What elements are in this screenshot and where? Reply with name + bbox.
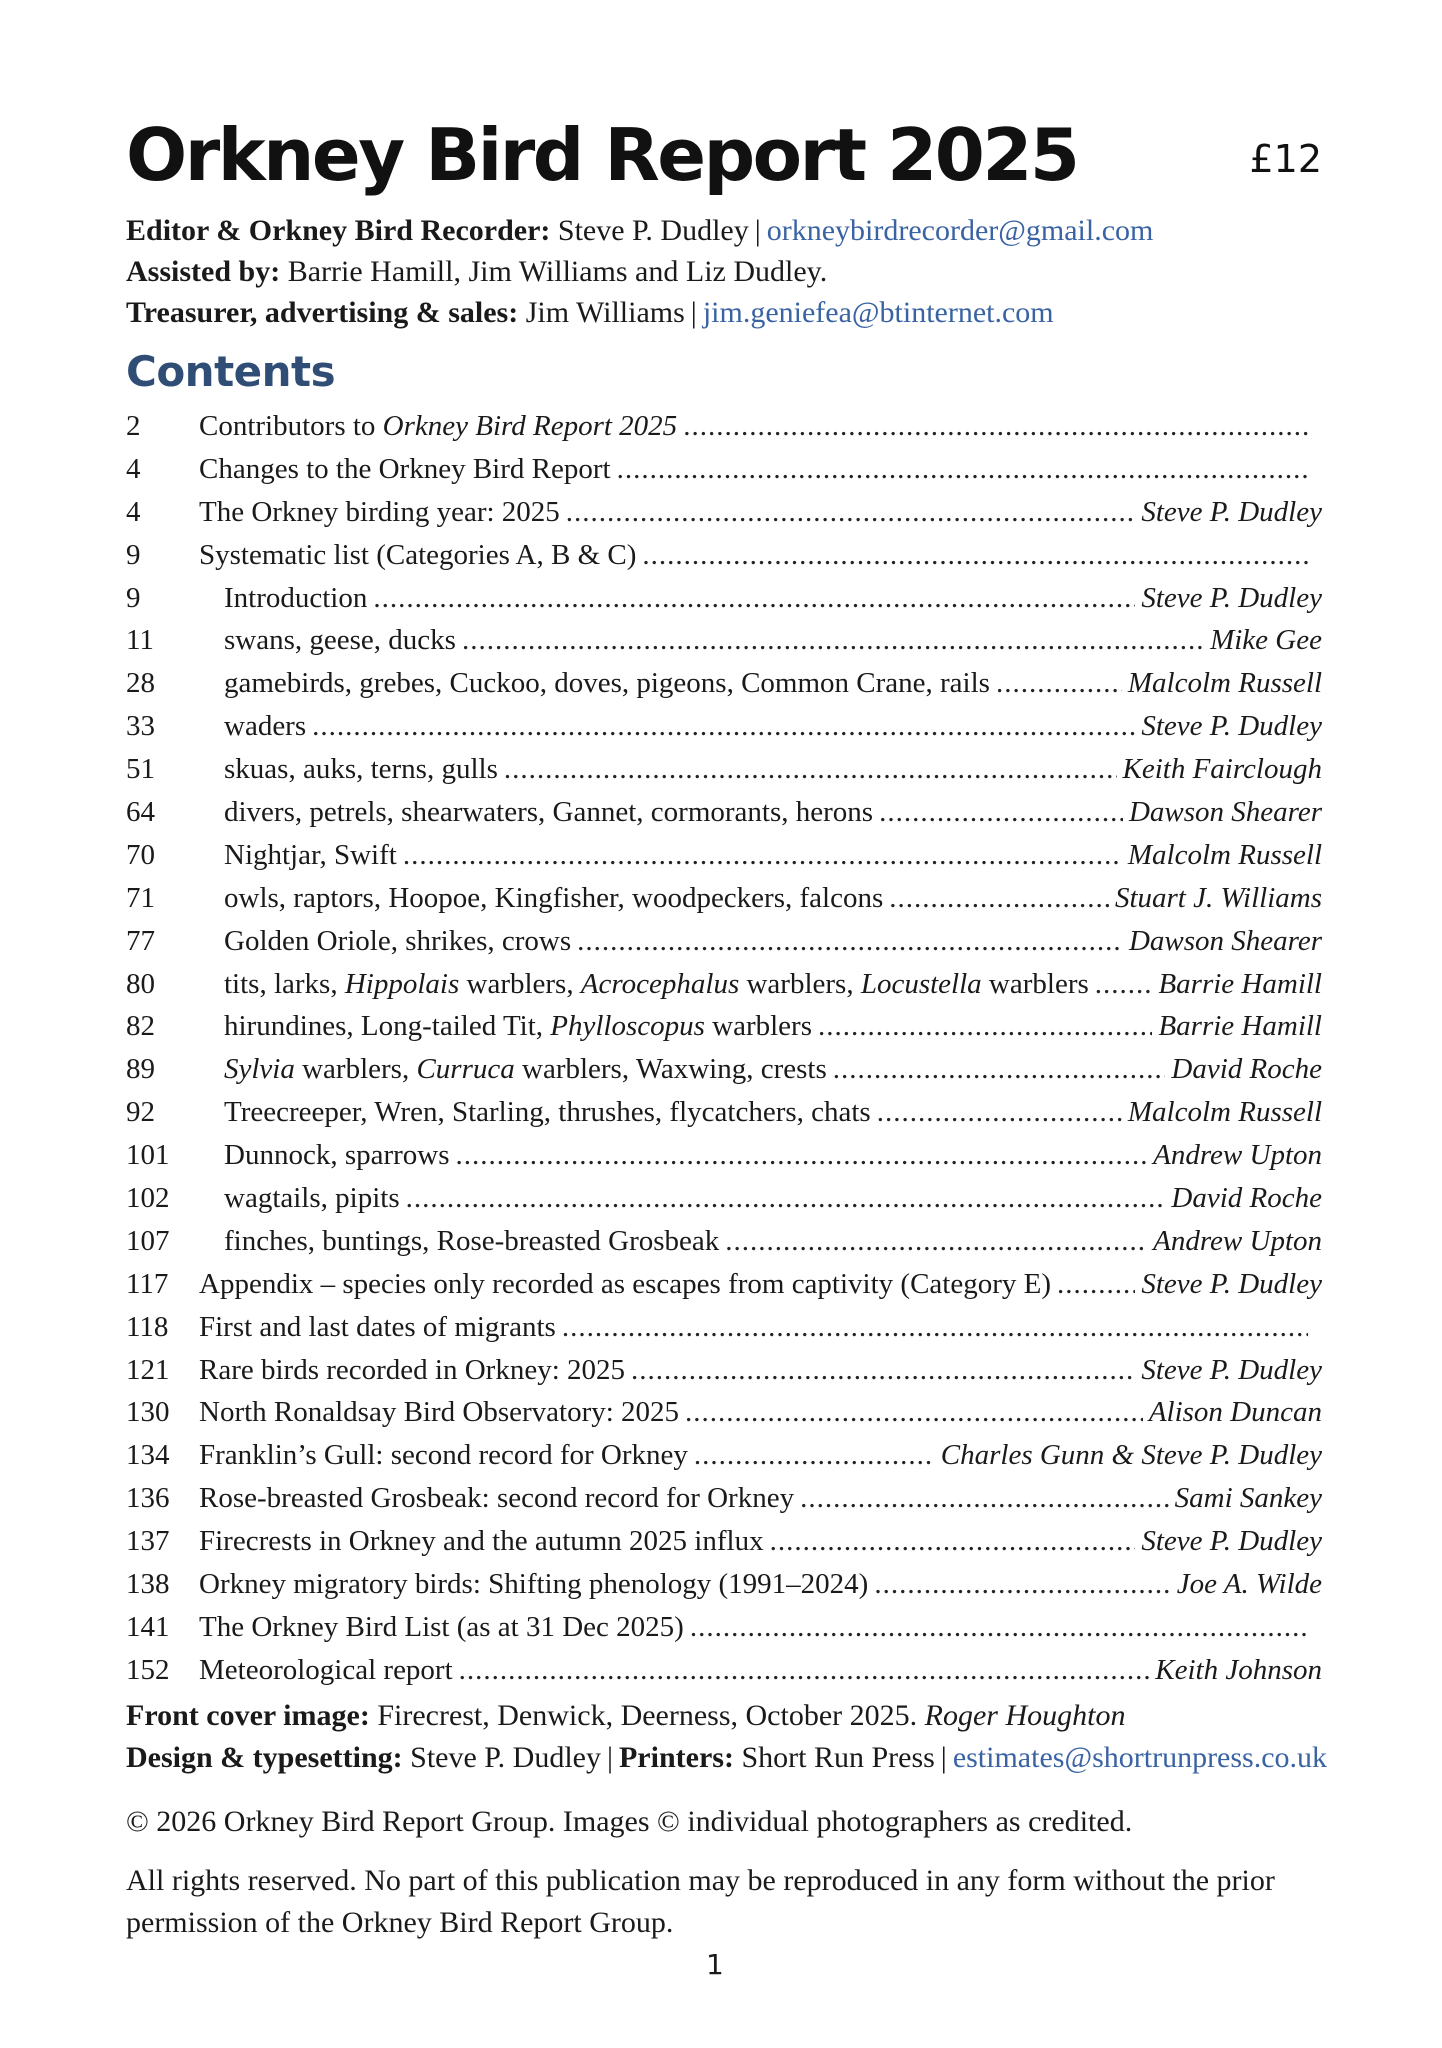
toc-author: Malcolm Russell [1127, 1096, 1322, 1129]
toc-author: Malcolm Russell [1127, 667, 1322, 700]
toc-entry[interactable] [126, 1477, 1322, 1520]
printers-email-link[interactable]: estimates@shortrunpress.co.uk [952, 1741, 1328, 1774]
toc-title-text: gamebirds, grebes, Cuckoo, doves, pigeons, Common Crane, rails [224, 667, 990, 700]
toc-entry[interactable] [126, 705, 1322, 748]
toc-line [224, 834, 1322, 877]
toc-page-number: 4 [126, 495, 141, 528]
toc-entry[interactable] [126, 920, 1322, 963]
editor-name: Steve P. Dudley [557, 214, 749, 247]
toc-page-number: 80 [126, 967, 155, 1000]
toc-leader-dots [373, 577, 1135, 620]
toc-title-text: Changes to the Orkney Bird Report [199, 452, 611, 485]
toc-line [224, 748, 1322, 791]
toc-page-number: 101 [126, 1139, 170, 1172]
toc-title [224, 748, 498, 791]
toc-title-text: swans, geese, ducks [224, 624, 456, 657]
toc-leader-dots [996, 662, 1122, 705]
toc-title [199, 1477, 794, 1520]
toc-title-italic: Hippolais [344, 967, 460, 1000]
treasurer-line [126, 292, 1322, 333]
contents-heading: Contents [126, 347, 336, 396]
toc-page-number: 134 [126, 1439, 170, 1472]
toc-line [199, 1306, 1314, 1349]
toc-page-number: 137 [126, 1525, 170, 1558]
toc-author: Stuart J. Williams [1114, 881, 1322, 914]
toc-title [199, 534, 636, 577]
toc-leader-dots [631, 1349, 1135, 1392]
contents-list [126, 405, 1322, 1692]
toc-title [199, 1391, 679, 1434]
assisted-label: Assisted by: [126, 255, 281, 288]
toc-entry[interactable] [126, 748, 1322, 791]
toc-line [224, 1220, 1322, 1263]
toc-title-text: The Orkney Bird List (as at 31 Dec 2025) [199, 1610, 684, 1643]
toc-entry[interactable] [126, 662, 1322, 705]
toc-page-number: 89 [126, 1053, 155, 1086]
toc-leader-dots [725, 1220, 1147, 1263]
copyright-notice: © 2026 Orkney Bird Report Group. Images © individual photographers as credited. [126, 1805, 1133, 1838]
toc-line [199, 1391, 1322, 1434]
toc-title-italic: Locustella [860, 967, 982, 1000]
toc-page-number: 136 [126, 1482, 170, 1515]
toc-title-text: Appendix – species only recorded as escapes from captivity (Category E) [199, 1267, 1051, 1300]
toc-title-text: warblers, [459, 967, 581, 1000]
toc-title-text: divers, petrels, shearwaters, Gannet, cormorants, herons [224, 796, 874, 829]
toc-leader-dots [690, 1606, 1308, 1649]
toc-leader-dots [770, 1520, 1136, 1563]
toc-title [199, 1563, 868, 1606]
treasurer-label: Treasurer, advertising & sales: [126, 296, 519, 329]
separator: | [940, 1741, 947, 1774]
toc-leader-dots [456, 1134, 1148, 1177]
toc-line [224, 662, 1322, 705]
toc-author: Joe A. Wilde [1176, 1568, 1322, 1601]
toc-entry[interactable] [126, 877, 1322, 920]
toc-page-number: 102 [126, 1182, 170, 1215]
toc-title-text: North Ronaldsay Bird Observatory: 2025 [199, 1396, 680, 1429]
toc-title [224, 1091, 871, 1134]
separator: | [754, 214, 761, 247]
toc-page-number: 9 [126, 538, 141, 571]
toc-title-text: Dunnock, sparrows [224, 1139, 450, 1172]
toc-title-text: Firecrests in Orkney and the autumn 2025 influx [199, 1525, 764, 1558]
toc-line [224, 1005, 1322, 1048]
toc-entry[interactable] [126, 1005, 1322, 1048]
printers-label: Printers: [618, 1741, 734, 1774]
toc-author: Andrew Upton [1153, 1224, 1322, 1257]
toc-title [224, 577, 367, 620]
toc-line [199, 448, 1314, 491]
assisted-line [126, 251, 1322, 292]
separator: | [606, 1741, 613, 1774]
toc-leader-dots [833, 1048, 1166, 1091]
toc-title-text: Franklin’s Gull: second record for Orkney [199, 1439, 688, 1472]
cover-label: Front cover image: [126, 1699, 370, 1732]
toc-page-number: 118 [126, 1310, 169, 1343]
toc-line [224, 791, 1322, 834]
toc-entry[interactable] [126, 405, 1322, 448]
report-title: Orkney Bird Report 2025 [126, 113, 1078, 197]
toc-page-number: 130 [126, 1396, 170, 1429]
price: £12 [1249, 137, 1322, 181]
toc-page-number: 51 [126, 753, 155, 786]
toc-author: Barrie Hamill [1158, 967, 1322, 1000]
toc-line [224, 963, 1322, 1006]
toc-title [224, 877, 883, 920]
editor-label: Editor & Orkney Bird Recorder: [126, 214, 551, 247]
toc-author: Steve P. Dudley [1141, 581, 1322, 614]
toc-author: Barrie Hamill [1158, 1010, 1322, 1043]
toc-title [199, 448, 611, 491]
toc-page-number: 9 [126, 581, 141, 614]
toc-title [224, 662, 990, 705]
toc-title-text: Treecreeper, Wren, Starling, thrushes, flycatchers, chats [224, 1096, 871, 1129]
toc-title-italic: Phylloscopus [550, 1010, 705, 1043]
toc-title-italic: Sylvia [224, 1053, 295, 1086]
toc-entry[interactable] [126, 491, 1322, 534]
toc-title [199, 1263, 1051, 1306]
toc-line [224, 1091, 1322, 1134]
toc-title [199, 1349, 625, 1392]
toc-title [224, 705, 306, 748]
toc-author: David Roche [1171, 1182, 1322, 1215]
toc-entry[interactable] [126, 1434, 1322, 1477]
treasurer-email-link[interactable]: jim.geniefea@btinternet.com [702, 296, 1054, 329]
design-name: Steve P. Dudley [410, 1741, 601, 1774]
toc-line [224, 705, 1322, 748]
toc-leader-dots [874, 1563, 1170, 1606]
toc-line [199, 1263, 1322, 1306]
toc-page-number: 11 [126, 624, 154, 657]
toc-entry[interactable] [126, 577, 1322, 620]
cover-text: Firecrest, Denwick, Deerness, October 2025. [377, 1699, 918, 1732]
toc-author: Steve P. Dudley [1141, 1525, 1322, 1558]
treasurer-name: Jim Williams [525, 296, 685, 329]
toc-title-text: warblers, [294, 1053, 417, 1086]
toc-entry[interactable] [126, 1048, 1322, 1091]
toc-entry[interactable] [126, 1306, 1322, 1349]
toc-title [199, 1606, 684, 1649]
toc-leader-dots [889, 877, 1109, 920]
toc-title-text: waders [224, 710, 307, 743]
toc-entry[interactable] [126, 1263, 1322, 1306]
toc-leader-dots [1095, 963, 1153, 1006]
assisted-names: Barrie Hamill, Jim Williams and Liz Dudley. [287, 255, 828, 288]
toc-title-text: owls, raptors, Hoopoe, Kingfisher, woodpeckers, falcons [224, 881, 884, 914]
toc-author: Mike Gee [1210, 624, 1322, 657]
toc-title-text: Golden Oriole, shrikes, crows [224, 924, 572, 957]
toc-entry[interactable] [126, 834, 1322, 877]
toc-page-number: 28 [126, 667, 155, 700]
toc-entry[interactable] [126, 1520, 1322, 1563]
toc-page-number: 82 [126, 1010, 155, 1043]
toc-title-text: Nightjar, Swift [224, 838, 397, 871]
toc-entry[interactable] [126, 534, 1322, 577]
toc-author: Sami Sankey [1174, 1482, 1322, 1515]
toc-leader-dots [642, 534, 1308, 577]
toc-leader-dots [685, 1391, 1143, 1434]
toc-title-text: Meteorological report [199, 1653, 453, 1686]
toc-author: Dawson Shearer [1128, 924, 1322, 957]
toc-line [199, 1520, 1322, 1563]
toc-title [199, 405, 677, 448]
toc-line [224, 577, 1322, 620]
toc-page-number: 117 [126, 1267, 169, 1300]
separator: | [690, 296, 697, 329]
toc-line [224, 877, 1322, 920]
toc-line [199, 1434, 1322, 1477]
toc-title-italic: Curruca [416, 1053, 515, 1086]
toc-leader-dots [403, 834, 1122, 877]
toc-leader-dots [504, 748, 1117, 791]
toc-line [199, 491, 1322, 534]
toc-title-text: finches, buntings, Rose-breasted Grosbeak [224, 1224, 720, 1257]
toc-title [224, 1048, 827, 1091]
toc-title-text: skuas, auks, terns, gulls [224, 753, 498, 786]
toc-leader-dots [617, 448, 1308, 491]
toc-title-text: warblers, [739, 967, 861, 1000]
toc-page-number: 4 [126, 452, 141, 485]
toc-title-text: warblers [704, 1010, 812, 1043]
toc-leader-dots [312, 705, 1135, 748]
toc-leader-dots [800, 1477, 1169, 1520]
toc-line [224, 1177, 1322, 1220]
toc-author: David Roche [1171, 1053, 1322, 1086]
toc-title-italic: Acrocephalus [580, 967, 740, 1000]
toc-page-number: 71 [126, 881, 155, 914]
toc-entry[interactable] [126, 1563, 1322, 1606]
toc-entry[interactable] [126, 1391, 1322, 1434]
toc-page-number: 141 [126, 1610, 170, 1643]
toc-leader-dots [877, 1091, 1122, 1134]
toc-page-number: 121 [126, 1353, 170, 1386]
toc-entry[interactable] [126, 1177, 1322, 1220]
toc-title-text: First and last dates of migrants [199, 1310, 556, 1343]
toc-title [224, 1134, 450, 1177]
toc-page-number: 64 [126, 796, 155, 829]
page-number: 1 [706, 1948, 724, 1981]
toc-title [224, 1005, 812, 1048]
cover-credit: Roger Houghton [924, 1699, 1126, 1732]
toc-leader-dots [683, 405, 1308, 448]
toc-leader-dots [562, 1306, 1308, 1349]
toc-entry[interactable] [126, 1091, 1322, 1134]
toc-leader-dots [879, 791, 1123, 834]
toc-author: Alison Duncan [1148, 1396, 1322, 1429]
toc-line [224, 619, 1322, 662]
toc-leader-dots [462, 619, 1204, 662]
cover-image-line [126, 1695, 1356, 1737]
toc-title [199, 1520, 764, 1563]
toc-title-italic: Orkney Bird Report 2025 [382, 410, 678, 442]
toc-author: Charles Gunn & Steve P. Dudley [940, 1439, 1322, 1472]
toc-entry[interactable] [126, 448, 1322, 491]
toc-title [224, 619, 456, 662]
toc-entry[interactable] [126, 1349, 1322, 1392]
toc-title-text: hirundines, Long-tailed Tit, [224, 1010, 551, 1043]
toc-author: Steve P. Dudley [1141, 1353, 1322, 1386]
rights-notice: All rights reserved. No part of this publication may be reproduced in any form without the prior permission of the Orkney Bird Report Group. [126, 1864, 1275, 1939]
toc-title-text: Systematic list (Categories A, B & C) [199, 538, 637, 571]
toc-leader-dots [577, 920, 1123, 963]
toc-title [224, 834, 397, 877]
toc-entry[interactable] [126, 963, 1322, 1006]
toc-title-text: warblers, Waxwing, crests [514, 1053, 827, 1086]
toc-title-text: warblers [981, 967, 1089, 1000]
toc-page-number: 92 [126, 1096, 155, 1129]
toc-title [199, 1434, 688, 1477]
toc-line [199, 534, 1314, 577]
toc-title [199, 1306, 556, 1349]
report-page [126, 0, 1328, 2048]
toc-line [199, 1349, 1322, 1392]
toc-leader-dots [1057, 1263, 1135, 1306]
toc-entry[interactable] [126, 1134, 1322, 1177]
toc-leader-dots [818, 1005, 1152, 1048]
toc-page-number: 70 [126, 838, 155, 871]
editor-line [126, 210, 1322, 251]
credits-block [126, 210, 1322, 333]
toc-entry[interactable] [126, 791, 1322, 834]
toc-line [199, 1563, 1322, 1606]
toc-author: Steve P. Dudley [1141, 495, 1322, 528]
toc-title [224, 1177, 400, 1220]
toc-title [199, 1649, 453, 1692]
toc-line [199, 1649, 1322, 1692]
toc-author: Andrew Upton [1153, 1139, 1322, 1172]
toc-title [224, 1220, 719, 1263]
toc-leader-dots [459, 1649, 1150, 1692]
design-label: Design & typesetting: [126, 1741, 403, 1774]
toc-line [224, 1134, 1322, 1177]
toc-title [199, 491, 560, 534]
toc-page-number: 2 [126, 410, 141, 442]
toc-author: Keith Fairclough [1122, 753, 1322, 786]
toc-leader-dots [406, 1177, 1166, 1220]
production-credits [126, 1695, 1356, 1779]
toc-line [199, 405, 1314, 448]
toc-title-text: Contributors to [199, 410, 383, 442]
toc-line [199, 1606, 1314, 1649]
toc-page-number: 138 [126, 1568, 170, 1601]
toc-page-number: 107 [126, 1224, 170, 1257]
toc-author: Keith Johnson [1155, 1653, 1322, 1686]
toc-leader-dots [566, 491, 1136, 534]
editor-email-link[interactable]: orkneybirdrecorder@gmail.com [766, 214, 1154, 247]
toc-title [224, 920, 571, 963]
toc-entry[interactable] [126, 1606, 1322, 1649]
toc-title [224, 791, 873, 834]
toc-author: Steve P. Dudley [1141, 1267, 1322, 1300]
toc-title-text: Introduction [224, 581, 368, 614]
toc-page-number: 152 [126, 1653, 170, 1686]
toc-title-text: The Orkney birding year: 2025 [199, 495, 560, 528]
toc-author: Dawson Shearer [1128, 796, 1322, 829]
toc-page-number: 77 [126, 924, 155, 957]
toc-entry[interactable] [126, 619, 1322, 662]
toc-line [224, 1048, 1322, 1091]
toc-leader-dots [694, 1434, 935, 1477]
toc-title-text: tits, larks, [224, 967, 345, 1000]
toc-title-text: Rare birds recorded in Orkney: 2025 [199, 1353, 626, 1386]
toc-entry[interactable] [126, 1649, 1322, 1692]
title-row [126, 110, 1322, 200]
toc-title-text: Orkney migratory birds: Shifting phenology (1991–2024) [199, 1568, 869, 1601]
toc-author: Malcolm Russell [1127, 838, 1322, 871]
toc-author: Steve P. Dudley [1141, 710, 1322, 743]
toc-entry[interactable] [126, 1220, 1322, 1263]
toc-line [224, 920, 1322, 963]
toc-title-text: wagtails, pipits [224, 1182, 400, 1215]
toc-title-text: Rose-breasted Grosbeak: second record for Orkney [199, 1482, 795, 1515]
toc-page-number: 33 [126, 710, 155, 743]
design-line [126, 1737, 1356, 1779]
toc-title [224, 963, 1089, 1006]
printers-name: Short Run Press [741, 1741, 935, 1774]
toc-line [199, 1477, 1322, 1520]
